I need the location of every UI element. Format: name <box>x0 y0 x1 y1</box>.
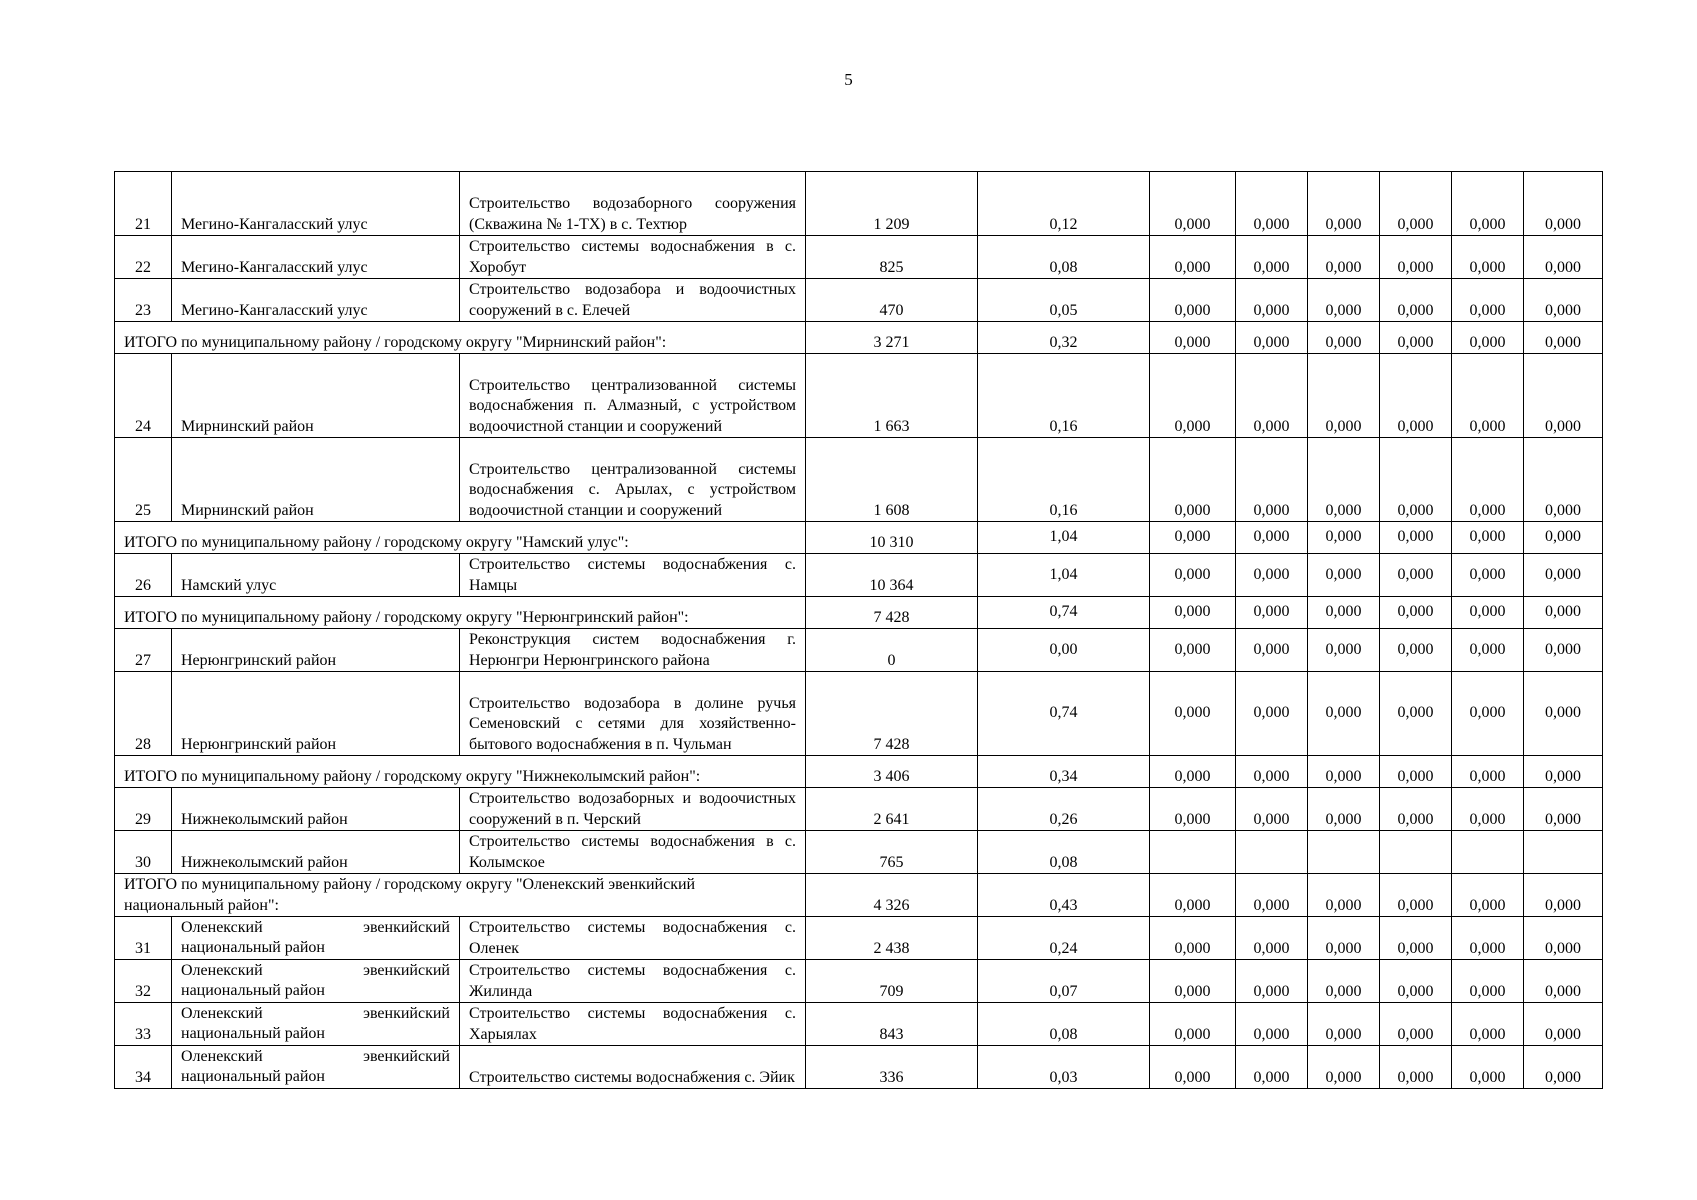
municipality: Нижнеколымский район <box>172 788 460 831</box>
row-number: 25 <box>115 438 172 522</box>
year-value-cell: 0,000 <box>1524 874 1603 917</box>
year-value-cell: 0,000 <box>1150 554 1236 597</box>
table-row <box>115 672 1603 756</box>
year-value-cell: 0,000 <box>1524 629 1603 672</box>
year-value-cell: 0,000 <box>1236 672 1308 756</box>
object-name: Строительство системы водоснабжения в с. Колымское <box>460 831 806 874</box>
object-name: Реконструкция систем водоснабжения г. Нерюнгри Нерюнгринского района <box>460 629 806 672</box>
row-number: 32 <box>115 960 172 1003</box>
row-number: 28 <box>115 672 172 756</box>
value-cell: 4 326 <box>806 874 978 917</box>
year-value-cell: 0,000 <box>1308 279 1380 322</box>
object-name: Строительство водозабора в долине ручья Семеновский с сетями для хозяйственно-бытового водоснабжения в п. Чульман <box>460 672 806 756</box>
year-value-cell: 0,000 <box>1452 354 1524 438</box>
year-value-cell: 0,000 <box>1452 629 1524 672</box>
year-value-cell: 0,000 <box>1380 279 1452 322</box>
value-cell: 7 428 <box>806 672 978 756</box>
table-row <box>115 354 1603 438</box>
share-cell: 0,74 <box>978 672 1150 756</box>
year-value-cell: 0,000 <box>1380 354 1452 438</box>
municipality: Мирнинский район <box>172 438 460 522</box>
share-cell: 0,00 <box>978 629 1150 672</box>
object-name: Строительство системы водоснабжения с. Харыялах <box>460 1003 806 1046</box>
year-value-cell: 0,000 <box>1452 1046 1524 1089</box>
total-label: ИТОГО по муниципальному району / городскому округу "Нерюнгринский район": <box>115 597 806 629</box>
year-value-cell: 0,000 <box>1236 172 1308 236</box>
year-value-cell: 0,000 <box>1524 597 1603 629</box>
value-cell: 1 209 <box>806 172 978 236</box>
year-value-cell: 0,000 <box>1380 236 1452 279</box>
year-value-cell: 0,000 <box>1150 672 1236 756</box>
total-label: ИТОГО по муниципальному району / городскому округу "Намский улус": <box>115 522 806 554</box>
share-cell: 0,05 <box>978 279 1150 322</box>
year-value-cell: 0,000 <box>1308 672 1380 756</box>
year-value-cell: 0,000 <box>1452 917 1524 960</box>
year-value-cell: 0,000 <box>1308 917 1380 960</box>
year-value-cell: 0,000 <box>1524 1046 1603 1089</box>
value-cell: 765 <box>806 831 978 874</box>
object-name: Строительство системы водоснабжения с. Оленек <box>460 917 806 960</box>
year-value-cell: 0,000 <box>1308 756 1380 788</box>
object-name: Строительство системы водоснабжения с. Жилинда <box>460 960 806 1003</box>
share-cell: 0,34 <box>978 756 1150 788</box>
year-value-cell: 0,000 <box>1452 788 1524 831</box>
year-value-cell: 0,000 <box>1380 522 1452 554</box>
table-row <box>115 831 1603 874</box>
share-cell: 0,03 <box>978 1046 1150 1089</box>
investment-table <box>114 171 1603 1089</box>
year-value-cell: 0,000 <box>1236 1003 1308 1046</box>
year-value-cell: 0,000 <box>1452 554 1524 597</box>
year-value-cell: 0,000 <box>1308 629 1380 672</box>
year-value-cell: 0,000 <box>1236 522 1308 554</box>
object-name: Строительство централизованной системы водоснабжения п. Алмазный, с устройством водоочистной станции и сооружений <box>460 354 806 438</box>
year-value-cell: 0,000 <box>1524 788 1603 831</box>
year-value-cell: 0,000 <box>1236 354 1308 438</box>
year-value-cell: 0,000 <box>1308 788 1380 831</box>
municipality: Нерюнгринский район <box>172 629 460 672</box>
share-cell: 0,07 <box>978 960 1150 1003</box>
municipality: Оленекский эвенкийский национальный район <box>172 1003 460 1046</box>
table-row <box>115 236 1603 279</box>
year-value-cell: 0,000 <box>1150 279 1236 322</box>
total-row <box>115 597 1603 629</box>
year-value-cell: 0,000 <box>1524 438 1603 522</box>
row-number: 22 <box>115 236 172 279</box>
object-name: Строительство водозаборного сооружения (Скважина № 1-ТХ) в с. Техтюр <box>460 172 806 236</box>
year-value-cell: 0,000 <box>1308 354 1380 438</box>
year-value-cell: 0,000 <box>1150 788 1236 831</box>
total-row <box>115 322 1603 354</box>
year-value-cell: 0,000 <box>1308 438 1380 522</box>
year-value-cell: 0,000 <box>1236 438 1308 522</box>
share-cell: 1,04 <box>978 522 1150 554</box>
year-value-cell: 0,000 <box>1236 917 1308 960</box>
year-value-cell: 0,000 <box>1308 597 1380 629</box>
year-value-cell: 0,000 <box>1452 236 1524 279</box>
municipality: Оленекский эвенкийский национальный район <box>172 917 460 960</box>
share-cell: 0,26 <box>978 788 1150 831</box>
year-value-cell: 0,000 <box>1380 874 1452 917</box>
value-cell: 3 406 <box>806 756 978 788</box>
year-value-cell: 0,000 <box>1308 960 1380 1003</box>
total-row <box>115 756 1603 788</box>
municipality: Оленекский эвенкийский национальный район <box>172 1046 460 1089</box>
value-cell: 336 <box>806 1046 978 1089</box>
object-name: Строительство системы водоснабжения с. Эйик <box>460 1046 806 1089</box>
year-value-cell: 0,000 <box>1308 322 1380 354</box>
table-row <box>115 438 1603 522</box>
year-value-cell: 0,000 <box>1308 522 1380 554</box>
year-value-cell: 0,000 <box>1452 438 1524 522</box>
year-value-cell: 0,000 <box>1236 279 1308 322</box>
municipality: Намский улус <box>172 554 460 597</box>
year-value-cell: 0,000 <box>1236 322 1308 354</box>
year-value-cell: 0,000 <box>1308 554 1380 597</box>
year-value-cell: 0,000 <box>1150 236 1236 279</box>
year-value-cell: 0,000 <box>1524 1003 1603 1046</box>
year-value-cell: 0,000 <box>1236 960 1308 1003</box>
table-row <box>115 629 1603 672</box>
value-cell: 825 <box>806 236 978 279</box>
year-value-cell: 0,000 <box>1236 629 1308 672</box>
year-value-cell: 0,000 <box>1150 1046 1236 1089</box>
year-value-cell: 0,000 <box>1524 917 1603 960</box>
row-number: 23 <box>115 279 172 322</box>
year-value-cell <box>1524 831 1603 874</box>
value-cell: 7 428 <box>806 597 978 629</box>
year-value-cell: 0,000 <box>1150 960 1236 1003</box>
value-cell: 2 641 <box>806 788 978 831</box>
value-cell: 709 <box>806 960 978 1003</box>
year-value-cell: 0,000 <box>1452 597 1524 629</box>
value-cell: 2 438 <box>806 917 978 960</box>
share-cell: 0,08 <box>978 236 1150 279</box>
year-value-cell: 0,000 <box>1236 756 1308 788</box>
share-cell: 0,32 <box>978 322 1150 354</box>
year-value-cell: 0,000 <box>1380 788 1452 831</box>
share-cell: 0,16 <box>978 438 1150 522</box>
year-value-cell: 0,000 <box>1308 1003 1380 1046</box>
year-value-cell: 0,000 <box>1150 597 1236 629</box>
year-value-cell <box>1150 831 1236 874</box>
value-cell: 3 271 <box>806 322 978 354</box>
row-number: 34 <box>115 1046 172 1089</box>
year-value-cell: 0,000 <box>1524 236 1603 279</box>
row-number: 21 <box>115 172 172 236</box>
year-value-cell: 0,000 <box>1150 438 1236 522</box>
year-value-cell: 0,000 <box>1380 1046 1452 1089</box>
row-number: 27 <box>115 629 172 672</box>
year-value-cell: 0,000 <box>1452 322 1524 354</box>
year-value-cell: 0,000 <box>1150 917 1236 960</box>
year-value-cell: 0,000 <box>1308 874 1380 917</box>
municipality: Нижнеколымский район <box>172 831 460 874</box>
total-row <box>115 874 1603 917</box>
municipality: Мирнинский район <box>172 354 460 438</box>
row-number: 26 <box>115 554 172 597</box>
row-number: 31 <box>115 917 172 960</box>
year-value-cell: 0,000 <box>1524 756 1603 788</box>
table-row <box>115 788 1603 831</box>
table-row <box>115 1003 1603 1046</box>
year-value-cell: 0,000 <box>1524 279 1603 322</box>
object-name: Строительство системы водоснабжения в с. Хоробут <box>460 236 806 279</box>
share-cell: 0,24 <box>978 917 1150 960</box>
share-cell: 0,08 <box>978 1003 1150 1046</box>
year-value-cell: 0,000 <box>1236 554 1308 597</box>
year-value-cell: 0,000 <box>1236 1046 1308 1089</box>
table-row <box>115 172 1603 236</box>
year-value-cell: 0,000 <box>1380 917 1452 960</box>
total-row <box>115 522 1603 554</box>
year-value-cell <box>1236 831 1308 874</box>
year-value-cell: 0,000 <box>1380 756 1452 788</box>
year-value-cell: 0,000 <box>1150 172 1236 236</box>
year-value-cell: 0,000 <box>1524 354 1603 438</box>
year-value-cell: 0,000 <box>1524 322 1603 354</box>
object-name: Строительство водозаборных и водоочистных сооружений в п. Черский <box>460 788 806 831</box>
year-value-cell: 0,000 <box>1452 522 1524 554</box>
year-value-cell: 0,000 <box>1150 756 1236 788</box>
year-value-cell: 0,000 <box>1380 672 1452 756</box>
row-number: 29 <box>115 788 172 831</box>
year-value-cell: 0,000 <box>1150 354 1236 438</box>
year-value-cell: 0,000 <box>1236 597 1308 629</box>
year-value-cell: 0,000 <box>1452 279 1524 322</box>
share-cell: 0,12 <box>978 172 1150 236</box>
year-value-cell: 0,000 <box>1452 874 1524 917</box>
year-value-cell: 0,000 <box>1150 629 1236 672</box>
year-value-cell: 0,000 <box>1150 1003 1236 1046</box>
value-cell: 10 364 <box>806 554 978 597</box>
total-label: ИТОГО по муниципальному району / городскому округу "Оленекский эвенкийский национальный район": <box>115 874 806 917</box>
year-value-cell: 0,000 <box>1236 874 1308 917</box>
table-row <box>115 1046 1603 1089</box>
year-value-cell: 0,000 <box>1524 554 1603 597</box>
year-value-cell: 0,000 <box>1150 522 1236 554</box>
value-cell: 1 608 <box>806 438 978 522</box>
value-cell: 1 663 <box>806 354 978 438</box>
table-row <box>115 554 1603 597</box>
row-number: 33 <box>115 1003 172 1046</box>
year-value-cell <box>1380 831 1452 874</box>
year-value-cell: 0,000 <box>1380 322 1452 354</box>
year-value-cell: 0,000 <box>1452 172 1524 236</box>
year-value-cell: 0,000 <box>1380 960 1452 1003</box>
year-value-cell: 0,000 <box>1524 172 1603 236</box>
object-name: Строительство водозабора и водоочистных сооружений в с. Елечей <box>460 279 806 322</box>
year-value-cell: 0,000 <box>1380 597 1452 629</box>
share-cell: 0,16 <box>978 354 1150 438</box>
year-value-cell <box>1452 831 1524 874</box>
municipality: Мегино-Кангаласский улус <box>172 279 460 322</box>
year-value-cell: 0,000 <box>1150 322 1236 354</box>
table-row <box>115 960 1603 1003</box>
year-value-cell: 0,000 <box>1452 960 1524 1003</box>
year-value-cell: 0,000 <box>1236 788 1308 831</box>
object-name: Строительство централизованной системы водоснабжения с. Арылах, с устройством водоочистной станции и сооружений <box>460 438 806 522</box>
year-value-cell <box>1308 831 1380 874</box>
table-row <box>115 917 1603 960</box>
year-value-cell: 0,000 <box>1308 1046 1380 1089</box>
municipality: Мегино-Кангаласский улус <box>172 236 460 279</box>
year-value-cell: 0,000 <box>1380 554 1452 597</box>
table-row <box>115 279 1603 322</box>
share-cell: 0,74 <box>978 597 1150 629</box>
total-label: ИТОГО по муниципальному району / городскому округу "Нижнеколымский район": <box>115 756 806 788</box>
year-value-cell: 0,000 <box>1236 236 1308 279</box>
year-value-cell: 0,000 <box>1308 172 1380 236</box>
total-label: ИТОГО по муниципальному району / городскому округу "Мирнинский район": <box>115 322 806 354</box>
year-value-cell: 0,000 <box>1524 522 1603 554</box>
municipality: Оленекский эвенкийский национальный район <box>172 960 460 1003</box>
year-value-cell: 0,000 <box>1380 1003 1452 1046</box>
year-value-cell: 0,000 <box>1452 672 1524 756</box>
municipality: Нерюнгринский район <box>172 672 460 756</box>
share-cell: 0,43 <box>978 874 1150 917</box>
value-cell: 10 310 <box>806 522 978 554</box>
year-value-cell: 0,000 <box>1452 1003 1524 1046</box>
value-cell: 0 <box>806 629 978 672</box>
row-number: 24 <box>115 354 172 438</box>
value-cell: 843 <box>806 1003 978 1046</box>
municipality: Мегино-Кангаласский улус <box>172 172 460 236</box>
year-value-cell: 0,000 <box>1380 438 1452 522</box>
page-number: 5 <box>844 70 853 89</box>
year-value-cell: 0,000 <box>1380 629 1452 672</box>
share-cell: 0,08 <box>978 831 1150 874</box>
year-value-cell: 0,000 <box>1380 172 1452 236</box>
row-number: 30 <box>115 831 172 874</box>
year-value-cell: 0,000 <box>1452 756 1524 788</box>
year-value-cell: 0,000 <box>1308 236 1380 279</box>
share-cell: 1,04 <box>978 554 1150 597</box>
year-value-cell: 0,000 <box>1150 874 1236 917</box>
object-name: Строительство системы водоснабжения с. Намцы <box>460 554 806 597</box>
year-value-cell: 0,000 <box>1524 672 1603 756</box>
year-value-cell: 0,000 <box>1524 960 1603 1003</box>
value-cell: 470 <box>806 279 978 322</box>
